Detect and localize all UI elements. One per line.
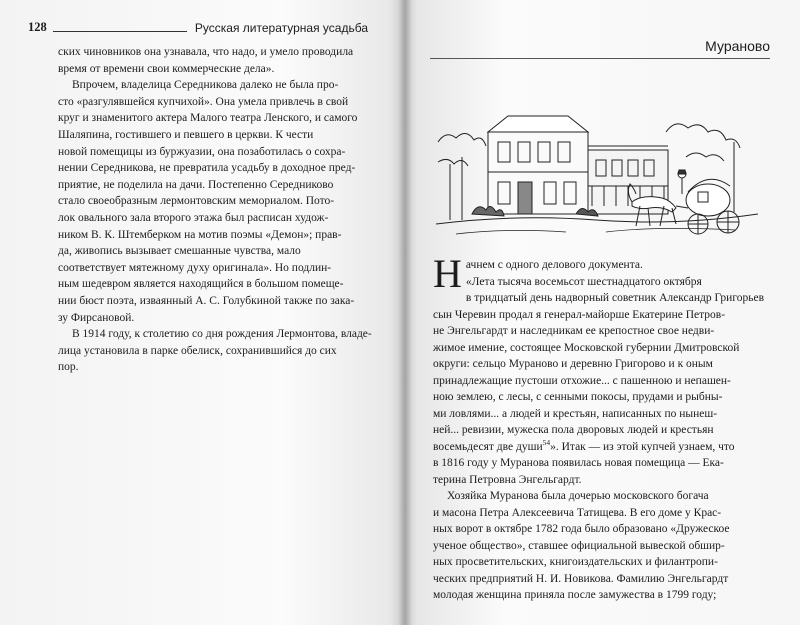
text-line: сто «разгулявшейся купчихой». Она умела привлечь в свой [58, 95, 349, 108]
text-line: ных ворот в октябре 1782 года было образовано «Дружеское [433, 523, 730, 535]
text-line: нии бюст поэта, изваянный А. С. Голубкиной также по зака- [58, 294, 355, 307]
right-body-text [433, 251, 765, 604]
text-line: в 1816 году у Муранова появилась новая помещица — Ека- [433, 457, 724, 469]
text-line: ником В. К. Штемберком на мотив поэмы «Демон»; прав- [58, 228, 342, 241]
text-line: ней... ревизии, мужеска пола дворовых людей и крестьян [433, 424, 714, 436]
text-fragment: восемьдесят две души [433, 440, 543, 453]
text-line: и масона Петра Алексеевича Татищева. В его доме у Крас- [433, 506, 722, 519]
drop-cap: Н [433, 251, 462, 296]
text-line: сын Черевин продал я генерал-майорше Екатерине Петров- [433, 308, 726, 321]
text-line: принадлежащие пустоши отхожие... с пашенною и непашен- [433, 374, 731, 387]
running-title: Русская литературная усадьба [194, 21, 368, 35]
text-line: терина Петровна Энгельгардт. [433, 473, 582, 486]
text-line: круг и знаменитого актера Малого театра Ленского, и самого [58, 112, 358, 125]
text-line: Впрочем, владелица Середникова далеко не была про- [72, 79, 339, 92]
text-line: в тридцатый день надворный советник Александр Григорьев [465, 292, 765, 304]
text-line: молодая женщина приняла после замужества в 1799 году; [433, 589, 717, 601]
text-line: ученое общество», ставшее официальной вывеской обшир- [433, 539, 725, 552]
text-line: ми ловлями... а людей и крестьян, написанных по нынеш- [433, 407, 718, 420]
text-line: пор. [58, 361, 79, 374]
text-line: время от времени свои коммерческие дела». [58, 62, 275, 75]
page-number: 128 [28, 20, 47, 34]
left-body-text [58, 44, 370, 376]
text-line: В 1914 году, к столетию со дня рождения Лермонтова, владе- [72, 328, 372, 341]
text-line: соответствует мятежному духу оригинала». Но подлин- [58, 261, 332, 274]
text-line: лица установила в парке обелиск, сохранившийся до сих [58, 344, 337, 357]
book-gutter-shadow [398, 0, 412, 625]
text-line: жимое имение, состоящее Московской губернии Дмитровской [433, 341, 740, 354]
text-line: приятие, не поделила на дачи. Постепенно Середниково [58, 178, 334, 191]
text-fragment: ». Итак — из этой купчей узнаем, что [550, 440, 735, 453]
running-head-rule [53, 31, 187, 32]
footnote-ref[interactable]: 54 [542, 437, 551, 447]
text-line: стало своеобразным лермонтовским мемориалом. Пото- [58, 195, 335, 208]
section-heading [430, 38, 770, 59]
text-line: ных просветительских, книгоиздательских и филантропи- [433, 556, 718, 568]
text-line: зу Фирсановой. [58, 311, 135, 324]
text-line [433, 439, 759, 456]
text-line: ным шедевром является находящийся в большом помеще- [58, 278, 344, 291]
text-line: округи: сельцо Мураново и деревню Григорово и к оным [433, 358, 713, 370]
text-line: лок овального зала второго этажа был расписан худож- [58, 211, 329, 224]
text-line: да, живопись вызывает смешанные чувства, мало [58, 245, 301, 258]
text-line: ческих предприятий Н. И. Новикова. Фамилию Энгельгардт [433, 572, 729, 585]
text-line: Хозяйка Муранова была дочерью московского богача [447, 490, 709, 502]
text-line: Шаляпина, гостившего и певшего в церкви. К чести [58, 128, 314, 141]
manor-illustration [436, 102, 758, 242]
running-head [28, 20, 368, 35]
section-title: Мураново [705, 38, 770, 54]
text-line: ачнем с одного делового документа. [465, 259, 643, 271]
text-line: нении Середникова, не превратила усадьбу в доходное пред- [58, 162, 356, 175]
text-line: новой помещицы из буржуазии, она позаботилась о сохра- [58, 145, 346, 158]
text-line: ских чиновников она узнавала, что надо, и умело проводила [58, 46, 354, 58]
text-line: ною землею, с лесы, с сенными покосы, прудами и рыбны- [433, 391, 723, 403]
text-line: «Лета тысяча восемьсот шестнадцатого октября [465, 275, 702, 288]
text-line: не Энгельгардт и наследникам ее крепостное свое недви- [433, 325, 715, 337]
